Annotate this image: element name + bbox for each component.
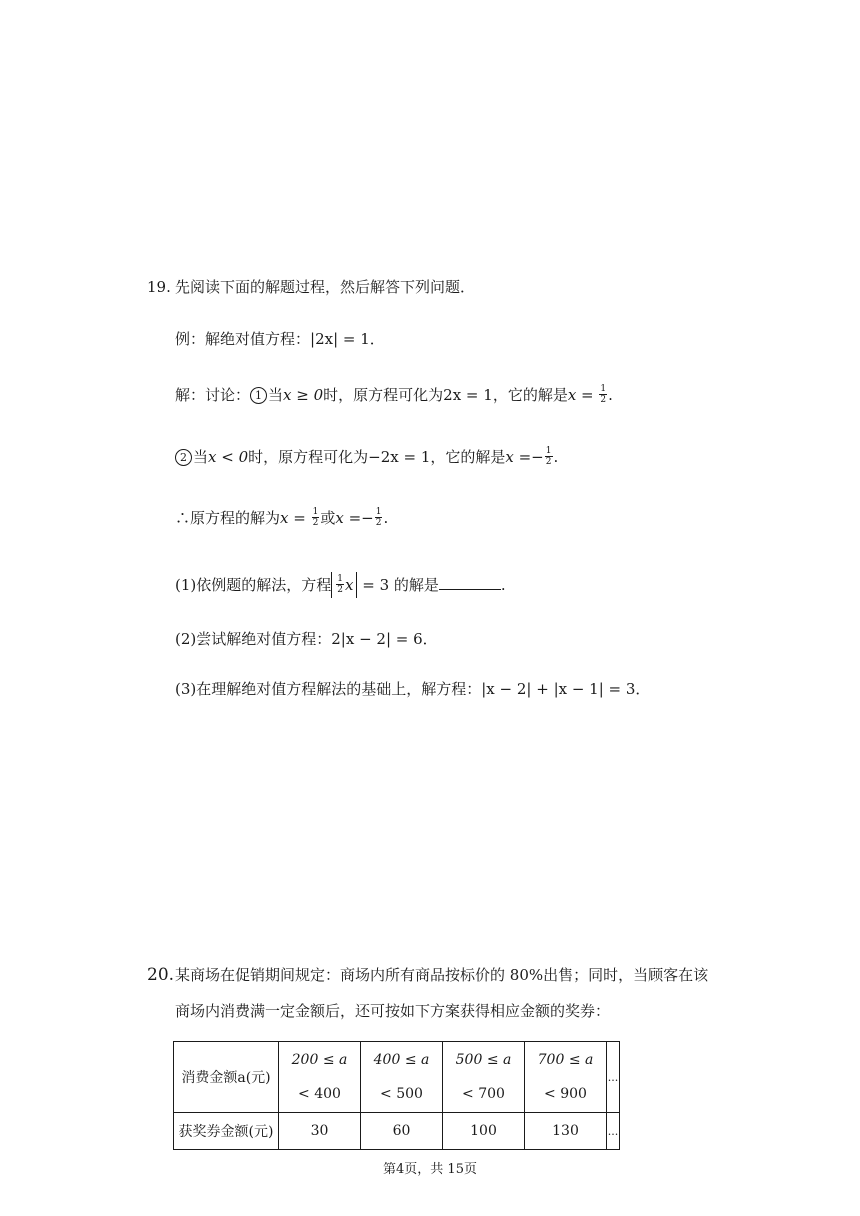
conclusion-fraction-1-numerator: 1 [312,506,319,517]
case1-end: . [608,386,613,404]
page-footer: 第4页，共 15页 [383,1162,477,1177]
case1-fraction [599,384,607,405]
conclusion-fraction-2 [375,507,383,528]
part-1-absolute-value [331,572,357,598]
range-1-bottom: < 400 [298,1086,341,1102]
reward-table [173,1041,620,1150]
circled-one-marker: 1 [250,387,267,404]
case2-equation: −2x = 1 [368,448,431,466]
table-cell-reward-4: 130 [525,1113,607,1150]
range-3-bottom: < 700 [462,1086,505,1102]
table-cell-range-1 [279,1042,361,1113]
part-3-line: (3)在理解绝对值方程解法的基础上，解方程：|x − 2| + |x − 1| = 3． [175,680,651,698]
table-cell-range-4 [525,1042,607,1113]
part-1-fraction [336,574,344,595]
table-header-reward: 获奖券金额(元) [174,1113,279,1150]
question-20-line-2: 商场内消费满一定金额后，还可按如下方案获得相应金额的奖券： [175,1002,611,1020]
question-20-number: 20. [147,965,175,985]
question-20-line-1: 某商场在促销期间规定：商场内所有商品按标价的 80%出售；同时，当顾客在该 [175,966,709,984]
table-cell-reward-2: 60 [361,1113,443,1150]
conclusion-fraction-1-denominator: 2 [312,517,319,528]
part-1-variable: x [344,576,354,594]
conclusion-fraction-2-numerator: 1 [375,506,382,517]
part-1-line [175,573,506,599]
part-2-line: (2)尝试解绝对值方程：2|x − 2| = 6． [175,630,438,648]
conclusion-or: 或 [320,509,336,527]
table-row-spending [174,1042,620,1113]
conclusion-fraction-1 [312,507,320,528]
case2-solution: x =− [505,448,544,466]
question-19-intro: 先阅读下面的解题过程，然后解答下列问题． [175,278,476,296]
conclusion-text: ∴原方程的解为 [175,509,281,527]
case1-condition: x ≥ 0 [283,386,324,404]
table-cell-range-2 [361,1042,443,1113]
table-cell-ellipsis-1: ... [607,1042,620,1113]
case2-fraction-denominator: 2 [545,456,552,467]
example-prefix: 例：解绝对值方程： [175,330,311,348]
solution-case-2 [175,447,558,469]
range-1-top: 200 ≤ a [291,1052,348,1068]
case2-text-c: ，它的解是 [430,448,506,466]
range-4-bottom: < 900 [544,1086,587,1102]
case1-fraction-numerator: 1 [600,383,607,394]
part-1-equation-rhs: = 3 的解是 [362,576,439,594]
conclusion-end: . [383,509,389,527]
question-19-number: 19. [147,278,171,296]
answer-blank[interactable] [439,575,501,590]
case2-text-a: 当 [193,448,209,466]
conclusion-x1: x = [280,509,311,527]
case1-solution: x = [567,386,599,404]
example-line [175,329,385,349]
case2-condition: x < 0 [208,448,249,466]
range-3-top: 500 ≤ a [455,1052,512,1068]
case1-text-c: ，它的解是 [492,386,568,404]
table-row-reward [174,1113,620,1150]
range-2-top: 400 ≤ a [373,1052,430,1068]
conclusion-line [175,508,388,530]
part-1-text: (1)依例题的解法，方程 [175,576,332,594]
case1-text-a: 当 [268,386,284,404]
case1-fraction-denominator: 2 [600,394,607,405]
table-cell-reward-3: 100 [443,1113,525,1150]
table-cell-range-3 [443,1042,525,1113]
case1-text-b: 时，原方程可化为 [323,386,444,404]
part-1-fraction-denominator: 2 [337,584,343,595]
part-1-fraction-numerator: 1 [337,573,343,584]
table-header-spending: 消费金额a(元) [174,1042,279,1113]
conclusion-fraction-2-denominator: 2 [375,517,382,528]
range-4-top: 700 ≤ a [537,1052,594,1068]
solution-case-1 [175,385,613,407]
case1-equation: 2x = 1 [443,386,493,404]
table-cell-reward-1: 30 [279,1113,361,1150]
table-cell-ellipsis-2: ... [607,1113,620,1150]
case2-fraction-numerator: 1 [545,445,552,456]
example-equation: |2x| = 1． [310,330,385,348]
case2-text-b: 时，原方程可化为 [248,448,369,466]
range-2-bottom: < 500 [380,1086,423,1102]
case2-end: . [553,448,559,466]
conclusion-x2: x =− [335,509,374,527]
part-1-end: . [500,576,506,594]
case2-fraction [545,446,553,467]
circled-two-marker: 2 [175,449,192,466]
solution-prefix: 解：讨论： [175,386,251,404]
